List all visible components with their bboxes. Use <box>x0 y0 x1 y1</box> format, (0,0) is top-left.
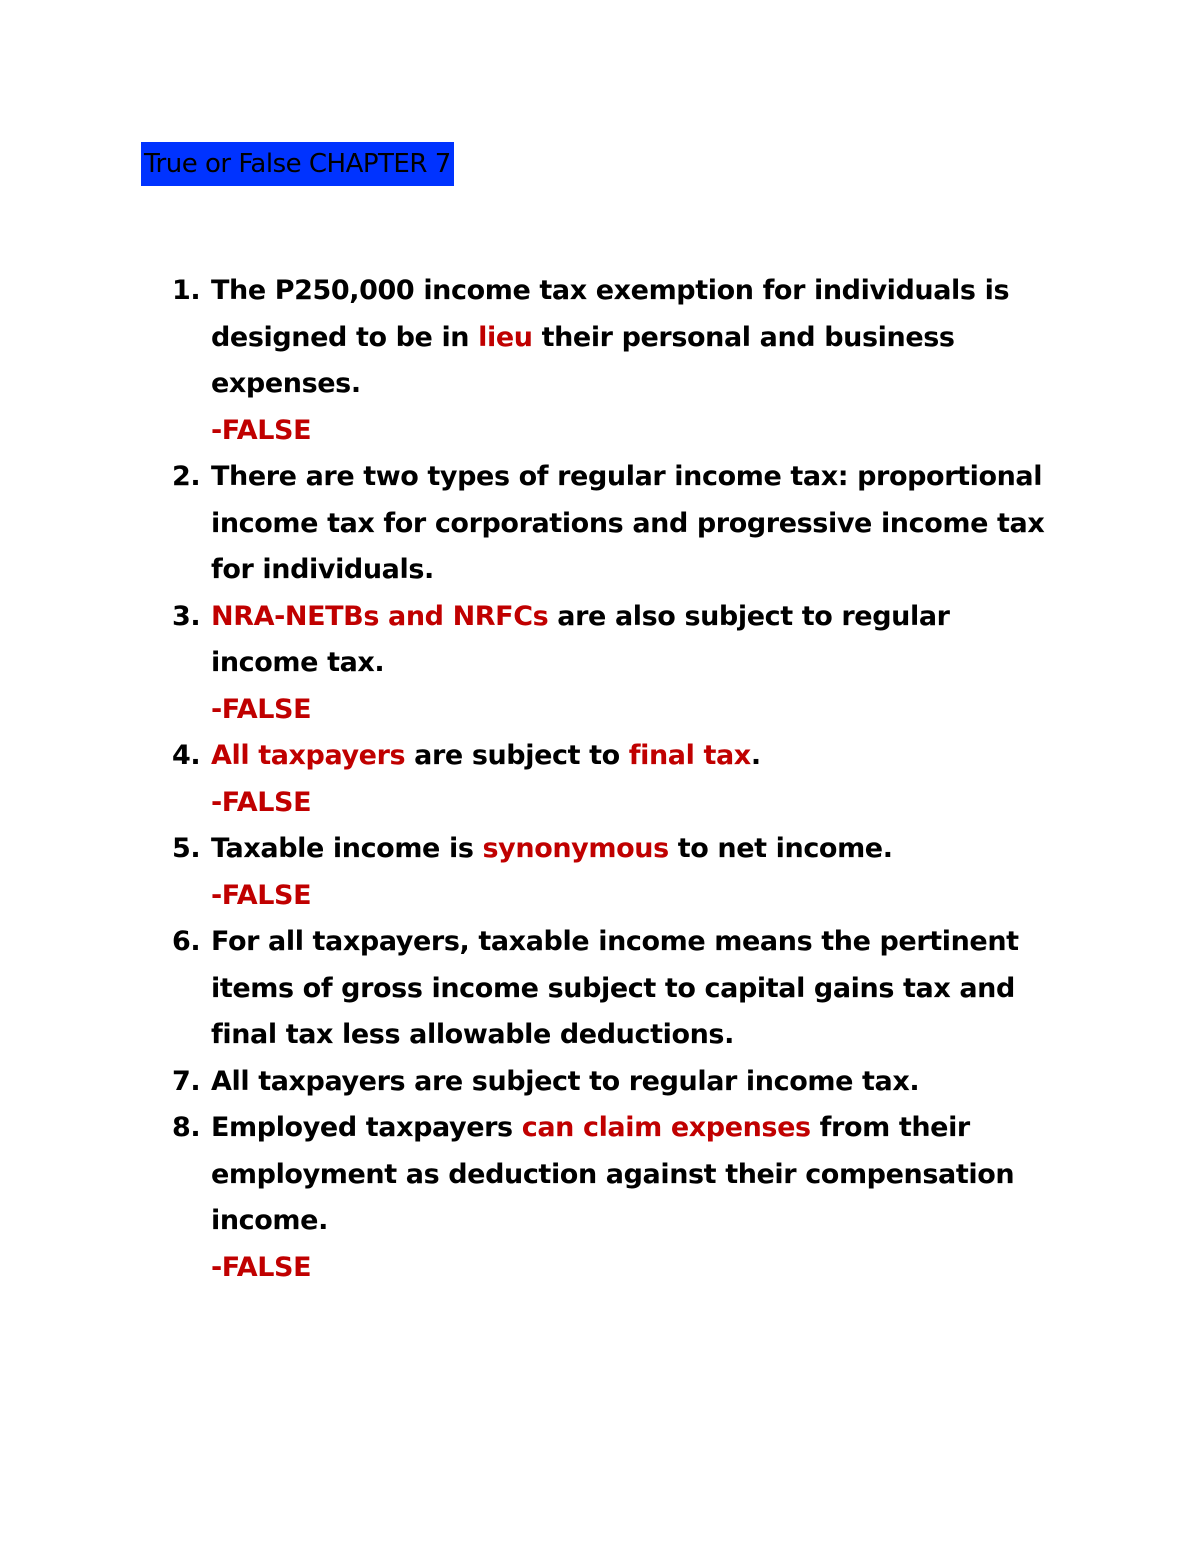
question-number: 6. <box>172 926 201 957</box>
question-number: 4. <box>172 740 201 771</box>
question-item <box>0 594 1061 734</box>
question-item <box>0 1059 1061 1106</box>
question-list <box>0 268 1200 1291</box>
highlighted-phrase: final tax <box>628 740 751 771</box>
question-text <box>211 926 1019 1050</box>
question-text <box>211 275 1009 399</box>
question-text-segment: There are two types of regular income tax: proportional income tax for corporations and progressive income tax for individuals. <box>211 461 1045 585</box>
question-text <box>211 1112 1014 1236</box>
question-text-segment: from their employment as deduction against their compensation income. <box>211 1112 1015 1236</box>
question-text-segment: The P250,000 income tax exemption for individuals is designed to be in <box>211 275 1010 353</box>
question-item <box>0 268 1061 454</box>
page-title: True or False CHAPTER 7 <box>141 142 454 186</box>
question-item <box>0 1105 1061 1291</box>
question-item <box>0 919 1061 1059</box>
question-text-segment: Taxable income is <box>211 833 483 864</box>
highlighted-phrase: can claim expenses <box>521 1112 811 1143</box>
answer-label: -FALSE <box>211 879 312 911</box>
question-text <box>211 461 1044 585</box>
answer-label: -FALSE <box>211 786 312 818</box>
question-text <box>211 833 893 864</box>
question-number: 7. <box>172 1065 201 1097</box>
question-text <box>211 601 950 679</box>
highlighted-phrase: lieu <box>478 321 533 353</box>
question-number: 8. <box>172 1112 201 1143</box>
answer-label: -FALSE <box>211 693 312 725</box>
question-number: 3. <box>172 600 201 632</box>
question-item <box>0 454 1061 594</box>
answer-label: -FALSE <box>211 1251 312 1283</box>
question-item <box>0 826 1061 919</box>
question-text-segment: are also subject to regular income tax. <box>211 600 950 678</box>
question-text-segment: For all taxpayers, taxable income means the pertinent items of gross income subject to capital gains tax and final tax less allowable deductions. <box>211 926 1019 1050</box>
question-text-segment: Employed taxpayers <box>211 1112 522 1143</box>
highlighted-phrase: synonymous <box>482 833 669 864</box>
question-text-segment: All taxpayers are subject to regular income tax. <box>211 1065 920 1097</box>
question-text-segment: to net income. <box>668 833 893 864</box>
question-number: 5. <box>172 833 201 864</box>
question-text <box>211 1066 919 1097</box>
answer-label: -FALSE <box>211 414 312 446</box>
question-text <box>211 740 761 771</box>
highlighted-phrase: All taxpayers <box>211 740 406 771</box>
question-text-segment: their personal and business expenses. <box>211 321 955 399</box>
question-item <box>0 733 1061 826</box>
question-number: 1. <box>172 275 201 306</box>
question-number: 2. <box>172 461 201 492</box>
question-text-segment: . <box>750 740 761 771</box>
highlighted-phrase: NRA-NETBs and NRFCs <box>211 600 549 632</box>
question-text-segment: are subject to <box>405 740 629 771</box>
